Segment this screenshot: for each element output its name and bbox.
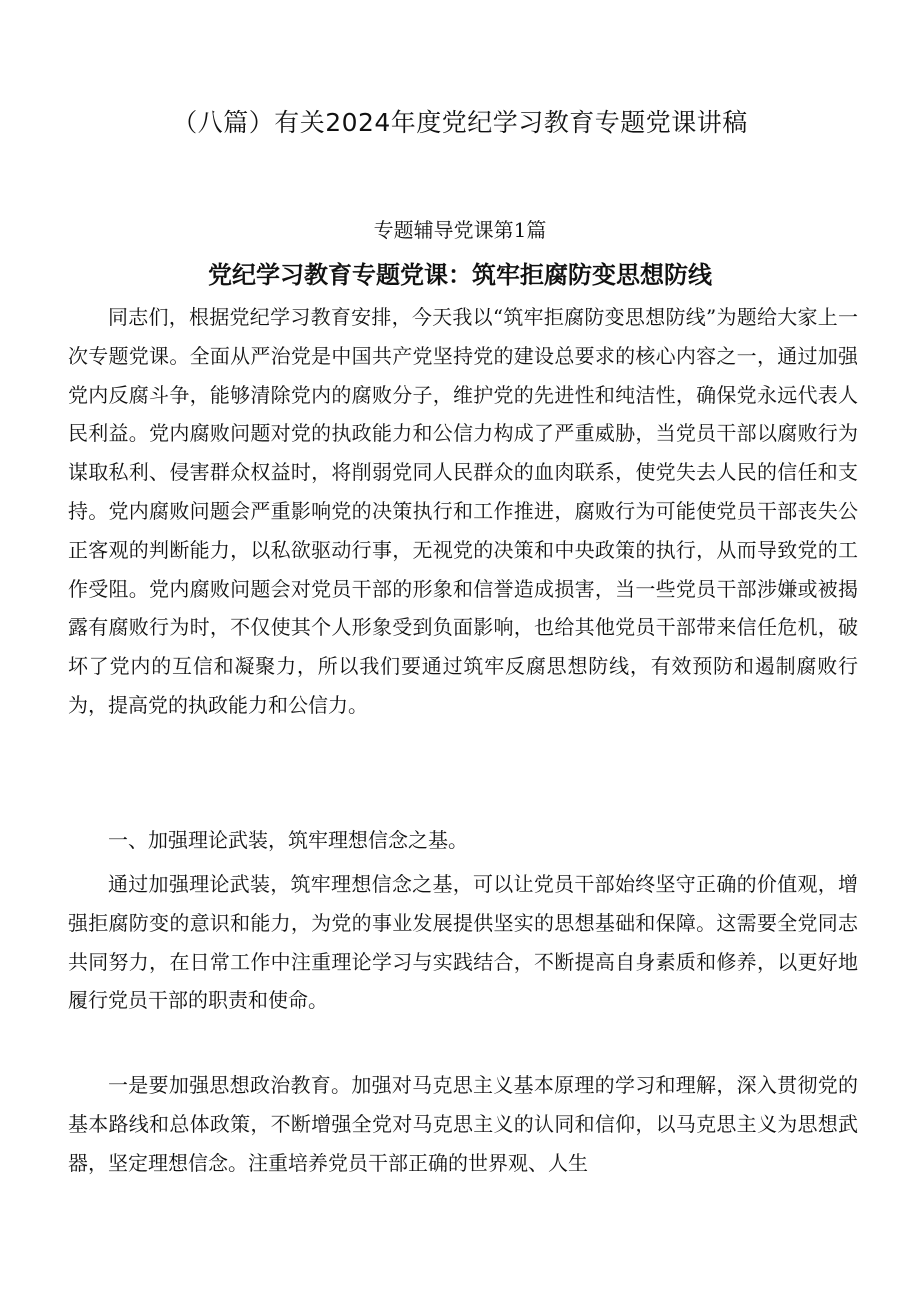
body-paragraph: 一是要加强思想政治教育。加强对马克思主义基本原理的学习和理解，深入贯彻党的基本路线和总体政策，不断增强全党对马克思主义的认同和信仰，以马克思主义为思想武器，坚定理想信念。注重培养党员干部正确的世界观、人生	[68, 1073, 858, 1175]
body-paragraph: 通过加强理论武装，筑牢理想信念之基，可以让党员干部始终坚守正确的价值观，增强拒腐防变的意识和能力，为党的事业发展提供坚实的思想基础和保障。这需要全党同志共同努力，在日常工作中注重理论学习与实践结合，不断提高自身素质和修养，以更好地履行党员干部的职责和使命。	[68, 872, 858, 1013]
document-title: （八篇）有关2024年度党纪学习教育专题党课讲稿	[172, 108, 748, 137]
lesson-title: 党纪学习教育专题党课：筑牢拒腐防变思想防线	[208, 261, 712, 289]
body-paragraph: 同志们，根据党纪学习教育安排，今天我以“筑牢拒腐防变思想防线”为题给大家上一次专题党课。全面从严治党是中国共产党坚持党的建设总要求的核心内容之一，通过加强党内反腐斗争，能够清除党内的腐败分子，维护党的先进性和纯洁性，确保党永远代表人民利益。党内腐败问题对党的执政能力和公信力构成了严重威胁，当党员干部以腐败行为谋取私利、侵害群众权益时，将削弱党同人民群众的血肉联系，使党失去人民的信任和支持。党内腐败问题会严重影响党的决策执行和工作推进，腐败行为可能使党员干部丧失公正客观的判断能力，以私欲驱动行事，无视党的决策和中央政策的执行，从而导致党的工作受阻。党内腐败问题会对党员干部的形象和信誉造成损害，当一些党员干部涉嫌或被揭露有腐败行为时，不仅使其个人形象受到负面影响，也给其他党员干部带来信任危机，破坏了党内的互信和凝聚力，所以我们要通过筑牢反腐思想防线，有效预防和遏制腐败行为，提高党的执政能力和公信力。	[68, 305, 858, 717]
section-heading: 一、加强理论武装，筑牢理想信念之基。	[108, 828, 468, 852]
section-subtitle: 专题辅导党课第1篇	[373, 218, 547, 242]
